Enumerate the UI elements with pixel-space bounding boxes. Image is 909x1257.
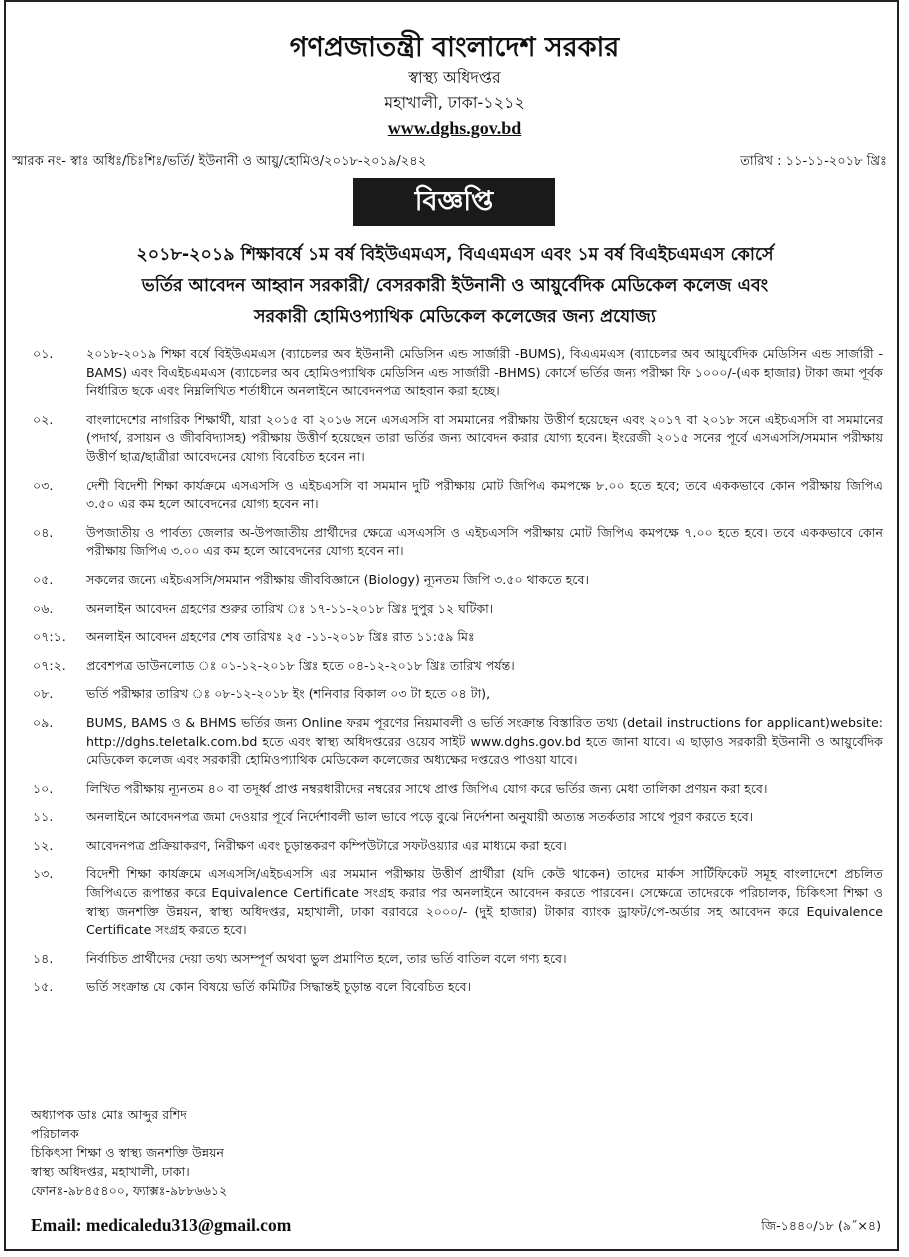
item-number: ১১. bbox=[33, 809, 54, 825]
item-text: অনলাইন আবেদন গ্রহণের শেষ তারিখঃ ২৫ -১১-২০১৮ খ্রিঃ রাত ১১:৫৯ মিঃ bbox=[86, 629, 475, 645]
letterhead bbox=[0, 30, 909, 140]
website-link[interactable]: www.dghs.gov.bd bbox=[387, 118, 522, 138]
list-item bbox=[33, 524, 883, 561]
signature-block bbox=[31, 1105, 227, 1200]
notice-items-list bbox=[33, 345, 883, 1007]
notice-heading-badge: বিজ্ঞপ্তি bbox=[353, 178, 555, 226]
print-code: জি-১৪৪০/১৮ (৯˝×৪) bbox=[761, 1218, 881, 1233]
item-number: ০৪. bbox=[33, 524, 54, 540]
item-text: আবেদনপত্র প্রক্রিয়াকরণ, নিরীক্ষণ এবং চূড়ান্তকরণ কম্পিউটারে সফটওয়্যার এর মাধ্যমে করা হবে। bbox=[86, 837, 567, 853]
list-item bbox=[33, 865, 883, 939]
item-text: BUMS, BAMS ও & BHMS ভর্তির জন্য Online ফরম পূরণের নিয়মাবলী ও ভর্তি সংক্রান্ত বিস্তারিত তথ্য (detail instructions for applicant)website: http://dghs.teletalk.com.bd হতে এবং স্বাস্থ্য অধিদপ্তরের ওয়েব সাইট www.dghs.gov.bd হতে জানা যাবে। এ ছাড়াও সরকারী ইউনানী ও আয়ুর্বেদিক মেডিকেল কলেজ এবং সরকারী হোমিওপ্যাথিক মেডিকেল কলেজের অধ্যক্ষের দপ্তরেও পাওয়া যাবে। bbox=[86, 714, 883, 768]
item-text: বাংলাদেশের নাগরিক শিক্ষার্থী, যারা ২০১৫ বা ২০১৬ সনে এসএসসি বা সমমানের পরীক্ষায় উত্তীর্ণ হয়েছেন এবং ২০১৭ বা ২০১৮ সনে এইচএসসি বা সমমানের (পদার্থ, রসায়ন ও জীববিদ্যাসহ) পরীক্ষায় উত্তীর্ণ হয়েছেন তারা ভর্তির জন্য আবেদন করার যোগ্য হবেন। ইংরেজী ২০১৫ সনের পূর্বে এসএসসি/সমমান পরীক্ষায় উত্তীর্ণ ছাত্র/ছাত্রীরা আবেদনের যোগ্য বিবেচিত হবেন না। bbox=[86, 411, 883, 464]
list-item bbox=[33, 837, 883, 856]
signatory-name: অধ্যাপক ডাঃ মোঃ আব্দুর রশিদ bbox=[31, 1107, 187, 1122]
item-text: লিখিত পরীক্ষায় ন্যূনতম ৪০ বা তদূর্ধ্ব প্রাপ্ত নম্বরধারীদের নম্বরের সাথে প্রাপ্ত জিপিএ যোগ করে ভর্তির জন্য মেধা তালিকা প্রণয়ন করা হবে। bbox=[86, 780, 768, 796]
item-number: ০৭:২. bbox=[33, 657, 66, 673]
signatory-office: স্বাস্থ্য অধিদপ্তর, মহাখালী, ঢাকা। bbox=[31, 1164, 190, 1179]
title-line: সরকারী হোমিওপ্যাথিক মেডিকেল কলেজের জন্য প্রযোজ্য bbox=[254, 307, 656, 327]
item-number: ১৪. bbox=[33, 950, 54, 966]
list-item bbox=[33, 685, 883, 704]
notice-date: তারিখ : ১১-১১-২০১৮ খ্রিঃ bbox=[740, 154, 887, 169]
item-text: সকলের জন্যে এইচএসসি/সমমান পরীক্ষায় জীববিজ্ঞানে (Biology) ন্যূনতম জিপি ৩.৫০ থাকতে হবে। bbox=[86, 571, 589, 587]
item-number: ০৯. bbox=[33, 714, 54, 730]
list-item bbox=[33, 411, 883, 467]
item-number: ১৩. bbox=[33, 866, 54, 882]
item-text: দেশী বিদেশী শিক্ষা কার্যক্রমে এসএসসি ও এইচএসসি বা সমমান দুটি পরীক্ষায় মোট জিপিএ কমপক্ষে ৮.০০ হতে হবে; তবে এককভাবে কোন পরীক্ষায় জিপিএ ৩.৫০ এর কম হলে আবেদনের যোগ্য হবেন না। bbox=[86, 477, 883, 512]
item-text: ভর্তি পরীক্ষার তারিখ ঃ ০৮-১২-২০১৮ ইং (শনিবার বিকাল ০৩ টা হতে ০৪ টা), bbox=[86, 686, 491, 702]
item-number: ১২. bbox=[33, 837, 54, 853]
signatory-designation: পরিচালক bbox=[31, 1126, 79, 1141]
item-number: ০৬. bbox=[33, 600, 54, 616]
item-number: ০৩. bbox=[33, 477, 54, 493]
notice-title bbox=[40, 240, 870, 333]
office-address: মহাখালী, ঢাকা-১২১২ bbox=[384, 93, 525, 112]
item-text: অনলাইনে আবেদনপত্র জমা দেওয়ার পূর্বে নির্দেশাবলী ভাল ভাবে পড়ে বুঝে নির্দেশনা অনুযায়ী অত্যন্ত সতর্কতার সাথে পূরণ করতে হবে। bbox=[86, 809, 754, 825]
item-text: নির্বাচিত প্রার্থীদের দেয়া তথ্য অসম্পূর্ণ অথবা ভুল প্রমাণিত হলে, তার ভর্তি বাতিল বলে গণ্য হবে। bbox=[86, 950, 567, 966]
list-item bbox=[33, 571, 883, 590]
item-number: ১৫. bbox=[33, 979, 54, 995]
list-item bbox=[33, 600, 883, 619]
list-item bbox=[33, 657, 883, 676]
contact-email[interactable]: Email: medicaledu313@gmail.com bbox=[31, 1215, 292, 1235]
item-text: ২০১৮-২০১৯ শিক্ষা বর্ষে বিইউএমএস (ব্যাচেলর অব ইউনানী মেডিসিন এন্ড সার্জারী -BUMS), বিএএমএস (ব্যাচেলর অব আয়ুর্বেদিক মেডিসিন এন্ড সার্জারী -BAMS) এবং বিএইচএমএস (ব্যাচেলর অব হোমিওপ্যাথিক মেডিসিন এন্ড সার্জারী -BHMS) কোর্সে ভর্তির জন্য পরীক্ষা ফি ১০০০/-(এক হাজার) টাকা জমা পূর্বক নির্ধারিত ছকে এবং নিম্নলিখিত শর্তাধীনে অনলাইনে আবেদনপত্র আহবান করা হচ্ছে। bbox=[86, 346, 883, 399]
list-item bbox=[33, 950, 883, 969]
item-number: ০১. bbox=[33, 346, 54, 361]
government-name: গণপ্রজাতন্ত্রী বাংলাদেশ সরকার bbox=[289, 32, 620, 63]
item-text: ভর্তি সংক্রান্ত যে কোন বিষয়ে ভর্তি কমিটির সিদ্ধান্তই চূড়ান্ত বলে বিবেচিত হবে। bbox=[86, 979, 472, 995]
item-number: ০২. bbox=[33, 411, 54, 427]
list-item bbox=[33, 808, 883, 827]
contact-phone: ফোনঃ-৯৮৪৫৪০০, ফ্যাক্সঃ-৯৮৮৬৬১২ bbox=[31, 1183, 228, 1198]
list-item bbox=[33, 477, 883, 514]
title-line: ২০১৮-২০১৯ শিক্ষাবর্ষে ১ম বর্ষ বিইউএমএস, বিএএমএস এবং ১ম বর্ষ বিএইচএমএস কোর্সে bbox=[136, 245, 774, 265]
title-line: ভর্তির আবেদন আহ্বান সরকারী/ বেসরকারী ইউনানী ও আয়ুর্বেদিক মেডিকেল কলেজ এবং bbox=[141, 276, 769, 296]
list-item bbox=[33, 978, 883, 997]
list-item bbox=[33, 628, 883, 647]
item-text: বিদেশী শিক্ষা কার্যক্রমে এসএসসি/এইচএসসি এর সমমান পরীক্ষায় উত্তীর্ণ প্রার্থীরা (যদি কেউ থাকেন) তাদের মার্কস সার্টিফিকেট সমূহ বাংলাদেশে প্রচলিত জিপিএতে রূপান্তর করে Equivalence Certificate সংগ্রহ করার পর অনলাইনে আবেদন করতে পারবেন। সেক্ষেত্রে তাদেরকে পরিচালক, চিকিৎসা শিক্ষা ও স্বাস্থ্য জনশক্তি উন্নয়ন, স্বাস্থ্য অধিদপ্তর, মহাখালী, ঢাকা বরাবরে ২০০০/- (দুই হাজার) টাকার ব্যাংক ড্রাফট/পে-অর্ডার সহ আবেদন করে Equivalence Certificate সংগ্রহ করতে হবে। bbox=[86, 866, 883, 938]
list-item bbox=[33, 714, 883, 770]
item-text: প্রবেশপত্র ডাউনলোড ঃ ০১-১২-২০১৮ খ্রিঃ হতে ০৪-১২-২০১৮ খ্রিঃ তারিখ পর্যন্ত। bbox=[86, 657, 515, 673]
item-number: ১০. bbox=[33, 780, 54, 796]
item-number: ০৫. bbox=[33, 571, 54, 587]
memo-number: স্মারক নং- স্বাঃ অধিঃ/চিঃশিঃ/ভর্তি/ ইউনানী ও আয়ু/হোমিও/২০১৮-২০১৯/২৪২ bbox=[12, 154, 427, 169]
list-item bbox=[33, 345, 883, 401]
item-text: অনলাইন আবেদন গ্রহণের শুরুর তারিখ ঃ ১৭-১১-২০১৮ খ্রিঃ দুপুর ১২ ঘটিকা। bbox=[86, 600, 494, 616]
signatory-unit: চিকিৎসা শিক্ষা ও স্বাস্থ্য জনশক্তি উন্নয়ন bbox=[31, 1145, 225, 1160]
item-number: ০৭:১. bbox=[33, 629, 66, 645]
department-name: স্বাস্থ্য অধিদপ্তর bbox=[408, 68, 501, 87]
list-item bbox=[33, 780, 883, 799]
item-text: উপজাতীয় ও পার্বত্য জেলার অ-উপজাতীয় প্রার্থীদের ক্ষেত্রে এসএসসি ও এইচএসসি পরীক্ষায় মোট জিপিএ কমপক্ষে ৭.০০ হতে হবে। তবে এককভাবে কোন পরীক্ষায় জিপিএ ৩.০০ এর কম হলে আবেদনের যোগ্য হবেন না। bbox=[86, 524, 883, 559]
item-number: ০৮. bbox=[33, 686, 54, 702]
